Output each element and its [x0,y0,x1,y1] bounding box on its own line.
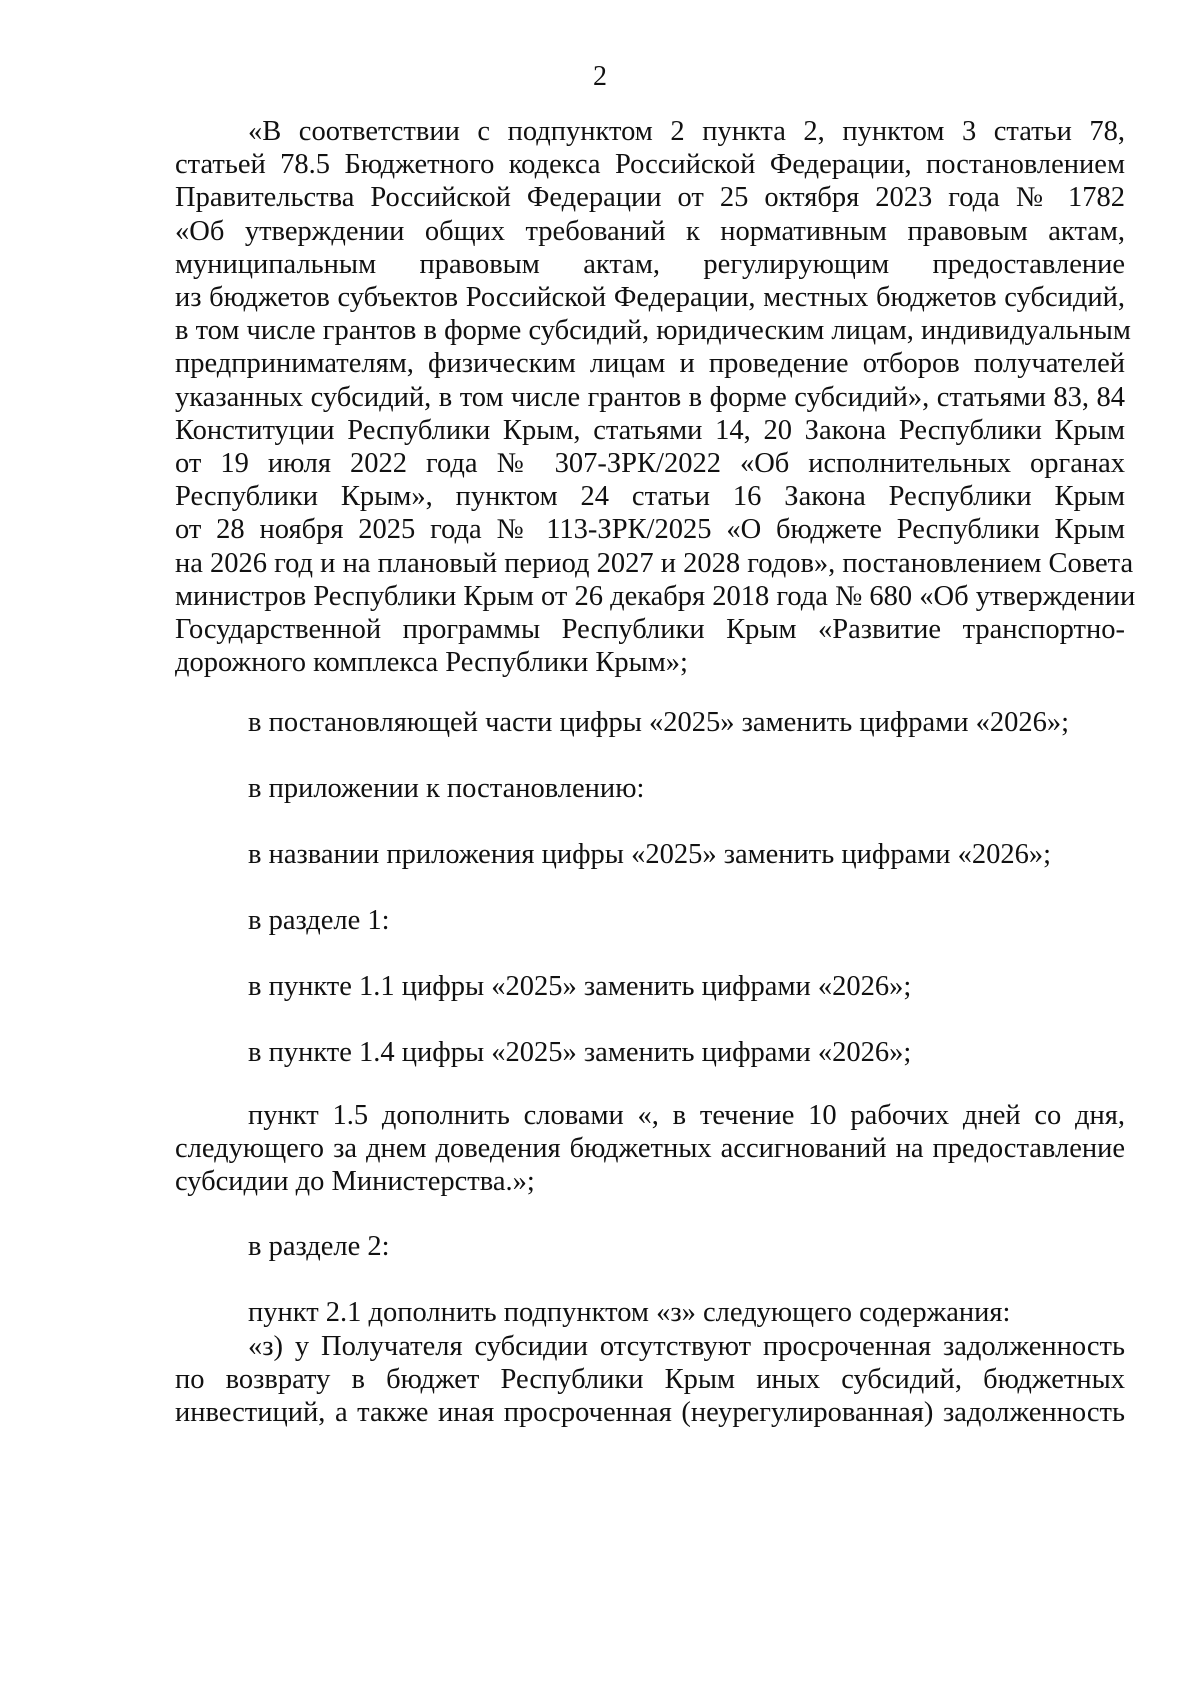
paragraph-point-1-4: в пункте 1.4 цифры «2025» заменить цифрами «2026»; [248,1037,912,1068]
paragraph-point-2-1: пункт 2.1 дополнить подпунктом «з» следующего содержания: [248,1297,1011,1328]
paragraph-point-1-5 [175,1099,1125,1199]
text-line: министров Республики Крым от 26 декабря 2018 года № 680 «Об утверждении [175,580,1136,612]
text-line: субсидии до Министерства.»; [175,1166,535,1198]
text-line: пункт 1.5 дополнить словами «, в течение 10 рабочих дней со дня, [248,1100,1125,1131]
text-line: на 2026 год и на плановый период 2027 и 2028 годов», постановлением Совета [175,547,1134,579]
text-line: от 19 июля 2022 года № 307-ЗРК/2022 «Об исполнительных органах [175,448,1125,480]
paragraph-point-1-1: в пункте 1.1 цифры «2025» заменить цифрами «2026»; [248,971,912,1002]
paragraph-annex-title: в названии приложения цифры «2025» заменить цифрами «2026»; [248,839,1052,870]
text-line: от 28 ноября 2025 года № 113-ЗРК/2025 «О бюджете Республики Крым [175,514,1125,546]
text-line: инвестиций, а также иная просроченная (неурегулированная) задолженность [175,1397,1125,1429]
text-line: Конституции Республики Крым, статьями 14, 20 Закона Республики Крым [175,414,1125,446]
text-line: «з) у Получателя субсидии отсутствуют просроченная задолженность [248,1331,1125,1362]
paragraph-annex-intro: в приложении к постановлению: [248,773,645,804]
text-line: в том числе грантов в форме субсидий, юридическим лицам, индивидуальным [175,315,1131,347]
text-line: следующего за днем доведения бюджетных ассигнований на предоставление [175,1133,1125,1165]
text-line: Республики Крым», пунктом 24 статьи 16 Закона Республики Крым [175,481,1125,513]
paragraph-operative-part: в постановляющей части цифры «2025» заменить цифрами «2026»; [248,707,1070,738]
paragraph-subpoint-z [175,1330,1125,1430]
text-line: статьей 78.5 Бюджетного кодекса Российской Федерации, постановлением [175,149,1125,181]
page-number: 2 [593,61,607,92]
text-line: «Об утверждении общих требований к нормативным правовым актам, [175,215,1125,247]
text-line: дорожного комплекса Республики Крым»; [175,647,688,679]
preamble-paragraph [175,115,1136,679]
text-line: Государственной программы Республики Крым «Развитие транспортно- [175,614,1125,646]
text-line: муниципальным правовым актам, регулирующим предоставление [175,248,1125,280]
paragraph-section-2: в разделе 2: [248,1231,390,1262]
text-line: Правительства Российской Федерации от 25 октября 2023 года № 1782 [175,182,1125,214]
text-line: указанных субсидий, в том числе грантов в форме субсидий», статьями 83, 84 [175,381,1125,413]
text-line: «В соответствии с подпунктом 2 пункта 2, пунктом 3 статьи 78, [248,116,1125,147]
text-line: из бюджетов субъектов Российской Федерации, местных бюджетов субсидий, [175,282,1125,314]
text-line: по возврату в бюджет Республики Крым иных субсидий, бюджетных [175,1364,1125,1396]
text-line: предпринимателям, физическим лицам и проведение отборов получателей [175,348,1125,380]
paragraph-section-1: в разделе 1: [248,905,390,936]
